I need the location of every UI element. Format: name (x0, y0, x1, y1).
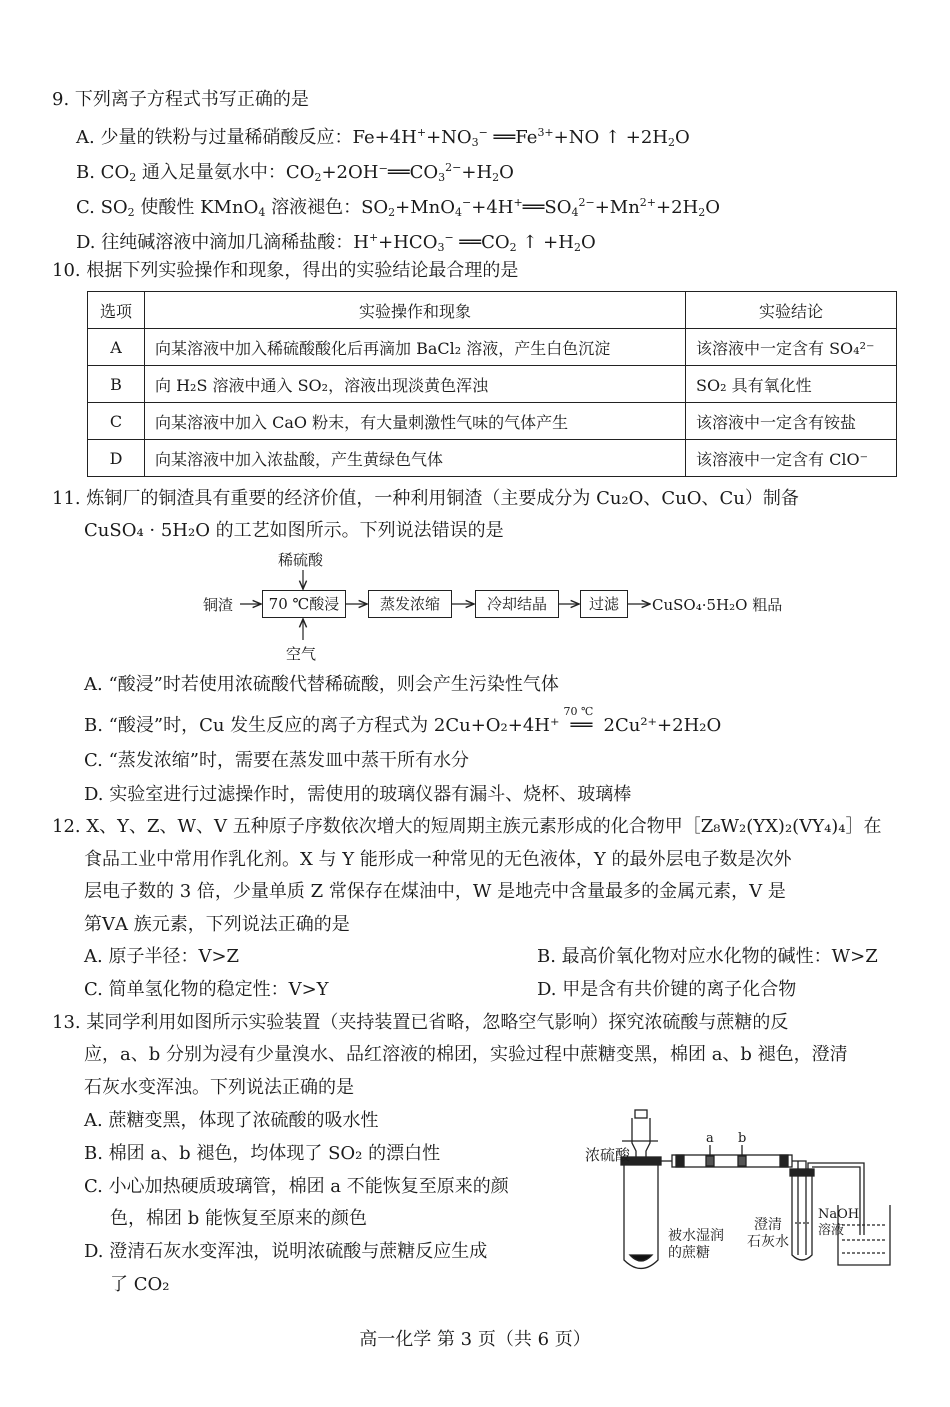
q11-b-condition: 70 ℃ (563, 705, 594, 718)
flow-step-acid-leach: 70 ℃酸浸 (262, 590, 346, 618)
label-naoh (818, 1207, 859, 1239)
col-header-conclusion: 实验结论 (686, 292, 897, 329)
row-operation: 向某溶液中加入稀硫酸酸化后再滴加 BaCl₂ 溶液，产生白色沉淀 (145, 329, 686, 366)
row-conclusion: SO₂ 具有氧化性 (686, 366, 897, 403)
limewater-tube-icon (792, 1175, 812, 1260)
q13-stem-line3: 石灰水变浑浊。下列说法正确的是 (84, 1077, 354, 1098)
q9-option-d: D. 往纯碱溶液中滴加几滴稀盐酸：$H^++HCO_3^-$ $══CO_2$ ↑ $+H_2O$ (76, 231, 596, 254)
q11-option-c: C. “蒸发浓缩”时，需要在蒸发皿中蒸干所有水分 (84, 750, 469, 771)
row-option: B (88, 366, 145, 403)
q9-option-c: C. $SO_2$ 使酸性 KMnO$_4$ 溶液褪色：$SO_2+MnO_4^-+4H^+══SO_4^{2-}+Mn^{2+}+2H_2O$ (76, 196, 721, 219)
q13-option-d-line1: D. 澄清石灰水变浑浊，说明浓硫酸与蔗糖反应生成 (84, 1241, 488, 1262)
q12-stem-line2: 食品工业中常用作乳化剂。X 与 Y 能形成一种常见的无色液体，Y 的最外层电子数是次外 (84, 849, 792, 870)
q13-option-b: B. 棉团 a、b 褪色，均体现了 SO₂ 的漂白性 (84, 1143, 441, 1164)
q9-c-mid2: 溶液褪色：SO (265, 197, 389, 218)
q9-stem: 9. 下列离子方程式书写正确的是 (52, 89, 309, 110)
label-naoh-line2: 溶液 (818, 1223, 845, 1238)
q11-b-text: B. “酸浸”时，Cu 发生反应的离子方程式为 2Cu+O₂+4H⁺ (84, 715, 560, 736)
q10-stem: 10. 根据下列实验操作和现象，得出的实验结论最合理的是 (52, 260, 519, 281)
cotton-b-icon (738, 1156, 746, 1166)
q9-c-mid: 使酸性 KMnO (134, 197, 259, 218)
q13-option-c-line2: 色，棉团 b 能恢复至原来的颜色 (110, 1208, 367, 1229)
q13-stem-line2: 应，a、b 分别为浸有少量溴水、品红溶液的棉团，实验过程中蔗糖变黑，棉团 a、b 褪色，澄清 (84, 1044, 848, 1065)
sugar-icon (630, 1255, 652, 1261)
flow-reagent-top: 稀硫酸 (278, 551, 324, 569)
glass-tube-icon (672, 1155, 792, 1167)
q12-option-c: C. 简单氢化物的稳定性：V>Y (84, 979, 329, 1000)
row-option: C (88, 403, 145, 440)
label-limewater-line1: 澄清 (754, 1217, 782, 1233)
q12-stem-line4: 第ⅤA 族元素，下列说法正确的是 (84, 914, 350, 935)
flow-step-filter: 过滤 (580, 590, 628, 618)
q11-stem-line1: 11. 炼铜厂的铜渣具有重要的经济价值，一种利用铜渣（主要成分为 Cu₂O、CuO、Cu）制备 (52, 488, 799, 509)
row-option: D (88, 440, 145, 477)
page-footer: 高一化学 第 3 页（共 6 页） (359, 1329, 591, 1350)
q9-option-b: B. $CO_2$ 通入足量氨水中：$CO_2+2OH^-══CO_3^{2-}+H_2O$ (76, 161, 514, 184)
q9-b-mid: 通入足量氨水中：CO (136, 162, 315, 183)
q9-d-text: D. 往纯碱溶液中滴加几滴稀盐酸：H (76, 232, 369, 253)
q11-option-d: D. 实验室进行过滤操作时，需使用的玻璃仪器有漏斗、烧杯、玻璃棒 (84, 784, 632, 805)
q12-stem-line1: 12. X、Y、Z、W、V 五种原子序数依次增大的短周期主族元素形成的化合物甲［Z₈W₂(YX)₂(VY₄)₄］在 (52, 816, 882, 837)
flow-product: CuSO₄·5H₂O 粗品 (652, 596, 783, 614)
q12-option-b: B. 最高价氧化物对应水化物的碱性：W>Z (537, 946, 878, 967)
q13-option-c-line1: C. 小心加热硬质玻璃管，棉团 a 不能恢复至原来的颜 (84, 1176, 509, 1197)
q11-b-post: 2Cu²⁺+2H₂O (603, 715, 722, 736)
q11-option-a: A. “酸浸”时若使用浓硫酸代替稀硫酸，则会产生污染性气体 (84, 674, 559, 695)
label-a: a (706, 1131, 714, 1146)
q12-option-d: D. 甲是含有共价键的离子化合物 (537, 979, 797, 1000)
flow-start: 铜渣 (203, 596, 234, 614)
label-sugar-line2: 的蔗糖 (668, 1245, 710, 1261)
flow-step-evaporate: 蒸发浓缩 (368, 590, 452, 618)
label-sugar-line1: 被水湿润 (668, 1228, 724, 1244)
q13-option-d-line2: 了 CO₂ (110, 1274, 170, 1295)
label-sugar (668, 1228, 724, 1262)
flow-arrows (0, 0, 950, 700)
label-limewater (747, 1217, 789, 1251)
q12-option-a: A. 原子半径：V>Z (84, 946, 240, 967)
row-conclusion: 该溶液中一定含有 ClO⁻ (686, 440, 897, 477)
q9-b-post: +2OH⁻══CO (321, 162, 439, 183)
q9-c-text: C. SO (76, 197, 128, 218)
row-conclusion: 该溶液中一定含有铵盐 (686, 403, 897, 440)
q11-stem-line2: CuSO₄ · 5H₂O 的工艺如图所示。下列说法错误的是 (84, 520, 504, 541)
q13-stem-line1: 13. 某同学利用如图所示实验装置（夹持装置已省略，忽略空气影响）探究浓硫酸与蔗糖的反 (52, 1012, 789, 1033)
row-operation: 向某溶液中加入 CaO 粉末，有大量刺激性气味的气体产生 (145, 403, 686, 440)
label-limewater-line2: 石灰水 (747, 1234, 789, 1250)
q12-stem-line3: 层电子数的 3 倍，少量单质 Z 常保存在煤油中，W 是地壳中含量最多的金属元素，V 是 (84, 881, 786, 902)
q9-a-text: A. 少量的铁粉与过量稀硝酸反应：Fe+4H (76, 127, 417, 148)
cotton-a-icon (706, 1156, 714, 1166)
row-operation: 向 H₂S 溶液中通入 SO₂，溶液出现淡黄色浑浊 (145, 366, 686, 403)
flow-reagent-bottom: 空气 (286, 645, 317, 663)
q9-d-post: +HCO (378, 232, 438, 253)
row-conclusion: 该溶液中一定含有 SO₄²⁻ (686, 329, 897, 366)
q13-option-a: A. 蔗糖变黑，体现了浓硫酸的吸水性 (84, 1110, 379, 1131)
funnel-stopper-icon (635, 1110, 647, 1118)
q11-option-b: B. “酸浸”时，Cu 发生反应的离子方程式为 2Cu+O₂+4H⁺ 70 ℃ ══ 2Cu²⁺+2H₂O (84, 714, 721, 738)
col-header-operation: 实验操作和现象 (145, 292, 686, 329)
q9-b-text: B. CO (76, 162, 130, 183)
row-operation: 向某溶液中加入浓盐酸，产生黄绿色气体 (145, 440, 686, 477)
col-header-option: 选项 (88, 292, 145, 329)
label-b: b (738, 1131, 747, 1146)
label-acid: 浓硫酸 (585, 1146, 631, 1164)
row-option: A (88, 329, 145, 366)
q9-option-a: A. 少量的铁粉与过量稀硝酸反应：$Fe+4H^++NO_3^-$ $══Fe^{3+}+NO$ ↑ $+2H_2O$ (76, 126, 690, 149)
test-tube-icon (624, 1163, 658, 1269)
flow-step-cool: 冷却结晶 (475, 590, 559, 618)
label-naoh-line1: NaOH (818, 1207, 860, 1222)
